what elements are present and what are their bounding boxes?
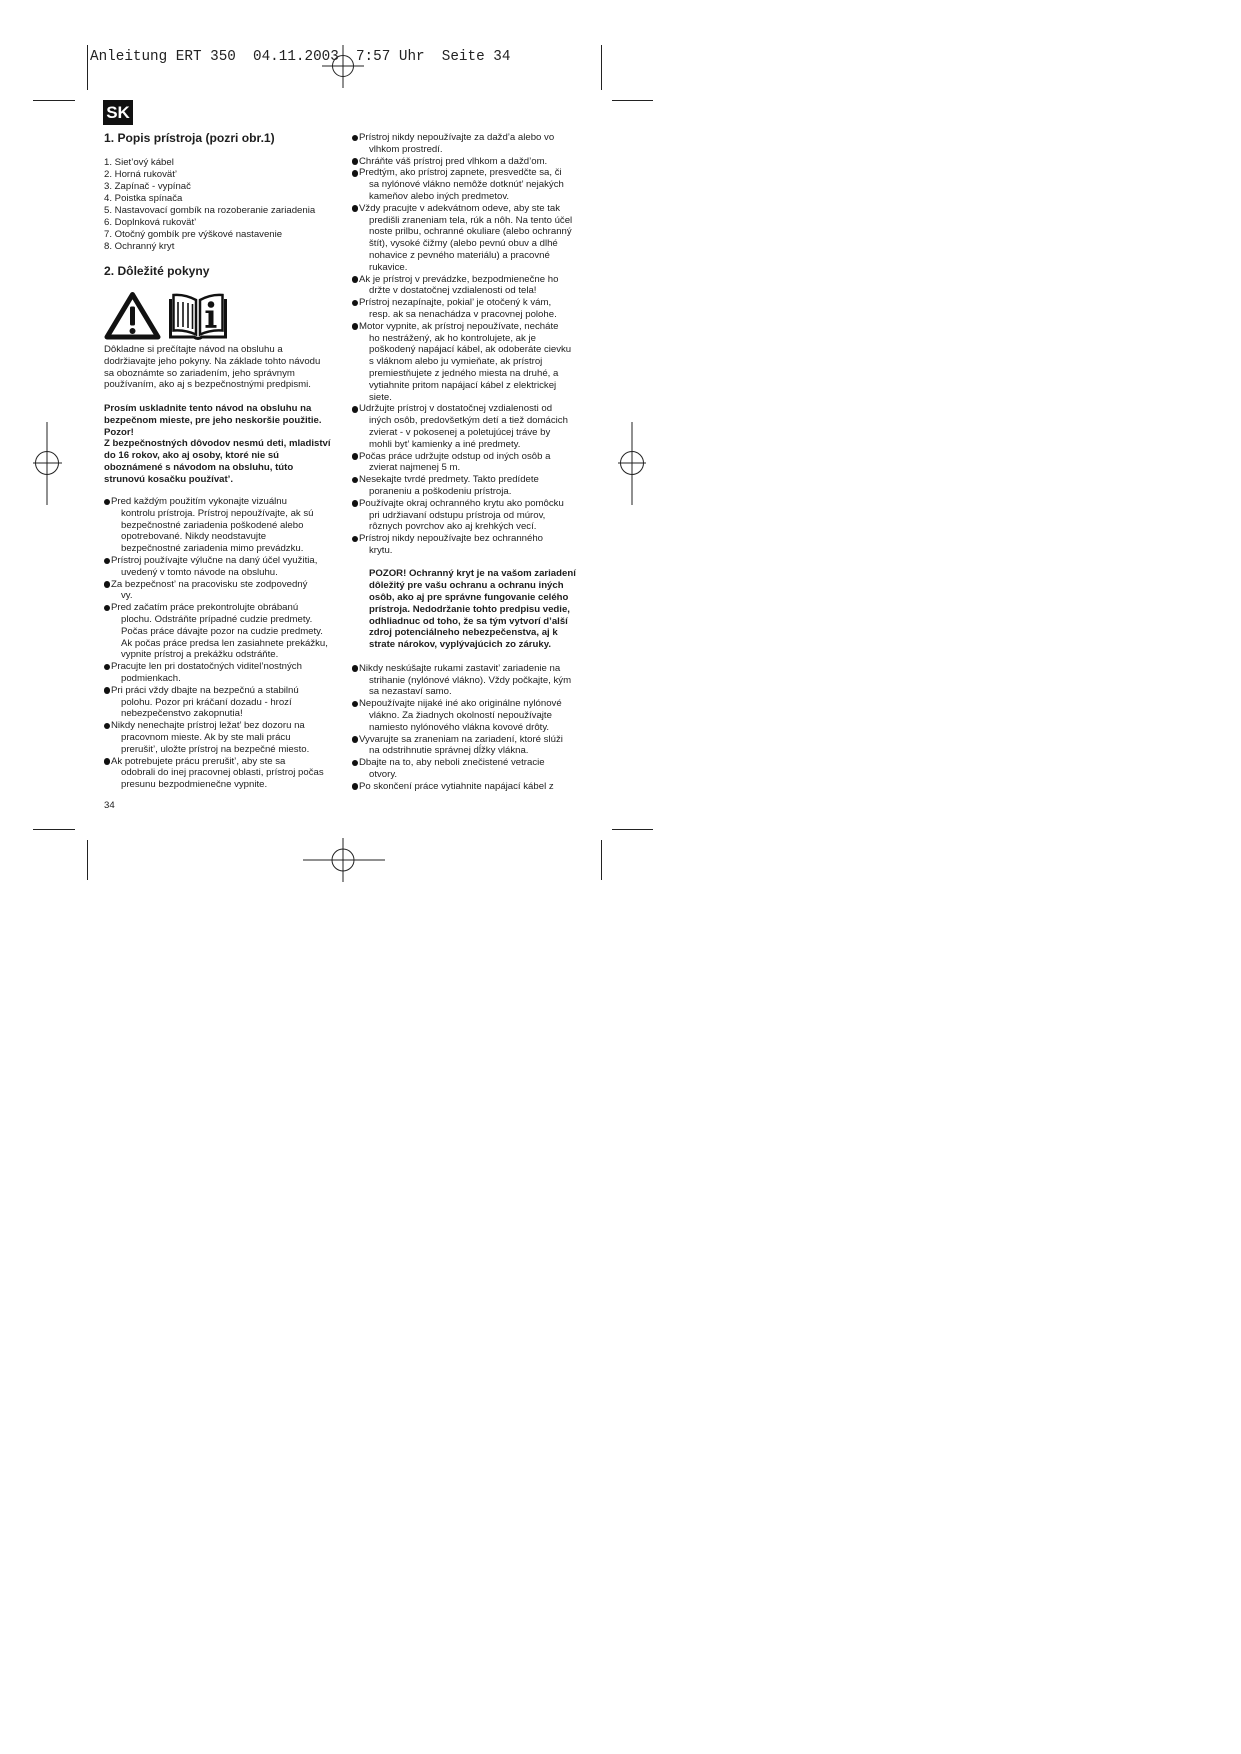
bullet-icon <box>352 783 359 790</box>
text-line: zdroj potenciálneho nebezpečenstva, aj k <box>369 627 558 639</box>
text-line: Pred začatím práce prekontrolujte obrábanú <box>111 602 299 614</box>
text-line: používaním, ako aj s bezpečnostnými predpismi. <box>104 379 311 391</box>
text-line: oboznámené s návodom na obsluhu, túto <box>104 461 294 473</box>
text-line: strate nárokov, vyplývajúcich zo záruky. <box>369 639 551 651</box>
text-line: Prístroj používajte výlučne na daný účel využitia, <box>111 554 318 566</box>
bullet-icon <box>352 158 359 165</box>
text-line: Nikdy nenechajte prístroj ležat’ bez dozoru na <box>111 720 305 732</box>
text-line: bezpečnom mieste, pre jeho neskoršie použitie. <box>104 414 322 426</box>
bullet-item <box>351 663 576 698</box>
text-line: Motor vypnite, ak prístroj nepoužívate, necháte <box>359 320 559 332</box>
text-line: Nikdy neskúšajte rukami zastavit’ zariadenie na <box>359 662 561 674</box>
right-bullet-list-bottom <box>351 663 576 793</box>
text-line: prerušit’, uložte prístroj na bezpečné miesto. <box>121 743 310 755</box>
text-line: Dôkladne si prečítajte návod na obsluhu a <box>104 344 283 355</box>
bullet-item <box>351 167 576 202</box>
text-line: Z bezpečnostných dôvodov nesmú deti, mladiství <box>104 438 331 450</box>
text-line: na odstrihnutie správnej dĺžky vlákna. <box>369 745 529 757</box>
text-line: Ak je prístroj v prevádzke, bezpodmienečne ho <box>359 273 559 285</box>
text-line: Prístroj nikdy nepoužívajte bez ochranného <box>359 533 543 545</box>
safety-notice <box>104 403 331 486</box>
bullet-item <box>351 698 576 733</box>
text-line: bezpečnostné zariadenia mimo prevádzku. <box>121 543 304 555</box>
text-line: osôb, ako aj pre správne fungovanie celého <box>369 592 569 604</box>
text-line: poškodený napájací kábel, ak odoberáte cievku <box>369 344 572 356</box>
bullet-item <box>351 474 576 498</box>
text-line: iných osôb, predovšetkým detí a tiež domácich <box>369 415 568 427</box>
bullet-item <box>103 496 328 555</box>
warranty-notice <box>369 568 576 651</box>
intro-paragraph <box>104 344 320 391</box>
text-line: odhliadnuc od toho, že sa tým vytvorí d’alší <box>369 615 568 627</box>
text-line: vypnite prístroj a prekážku odstráňte. <box>121 649 279 661</box>
bullet-icon <box>352 135 359 142</box>
text-line: pracovnom mieste. Ak by ste mali prácu <box>121 731 291 743</box>
text-line: Používajte okraj ochranného krytu ako pomôcku <box>359 497 564 509</box>
bullet-icon <box>352 701 359 708</box>
bullet-icon <box>352 536 359 543</box>
text-line: nebezpečenstvo zakopnutia! <box>121 708 243 720</box>
text-line: nohavice z pevného materiálu) a pracovné <box>369 249 550 261</box>
bullet-icon <box>352 453 359 460</box>
text-line: Nepoužívajte nijaké iné ako originálne nylónové <box>359 698 562 710</box>
bullet-icon <box>104 581 111 588</box>
text-line: kontrolu prístroja. Prístroj nepoužívajte, ak sú <box>121 507 314 519</box>
text-line: držte v dostatočnej vzdialenosti od tela! <box>369 285 537 297</box>
warning-triangle-icon <box>104 291 161 346</box>
text-line: s vláknom alebo ju vymieňate, ak prístroj <box>369 356 543 368</box>
text-line: poraneniu a poškodeniu prístroja. <box>369 485 512 497</box>
page-number: 34 <box>104 800 115 811</box>
bullet-item <box>351 132 576 156</box>
component-list-item: 4. Poistka spínača <box>104 193 183 204</box>
bullet-item <box>351 451 576 475</box>
bullet-icon <box>352 665 359 672</box>
bullet-item <box>351 757 576 781</box>
text-line: bezpečnostné zariadenia poškodené alebo <box>121 519 304 531</box>
text-line: POZOR! Ochranný kryt je na vašom zariadení <box>369 568 576 580</box>
component-list-item: 7. Otočný gombík pre výškové nastavenie <box>104 229 283 240</box>
bullet-icon <box>352 406 359 413</box>
bullet-item <box>351 203 576 274</box>
text-line: dodržiavajte jeho pokyny. Na základe tohto návodu <box>104 355 321 367</box>
bullet-item <box>351 734 576 758</box>
crop-mark-bottom-left <box>33 830 88 881</box>
component-list-item: 2. Horná rukovät’ <box>104 169 178 180</box>
text-line: zvierat - v pokosenej a poletujúcej tráve by <box>369 426 551 438</box>
text-line: sa nylónové vlákno nemôže dotknút’ nejakých <box>369 179 564 191</box>
bullet-icon <box>352 323 359 330</box>
component-list-item: 1. Siet’ový kábel <box>104 157 174 168</box>
text-line: predišli zraneniam tela, rúk a nôh. Na tento účel <box>369 214 573 226</box>
registration-mark-bottom <box>303 838 385 882</box>
text-line: pri udržiavaní odstupu prístroja od múrov, <box>369 509 546 521</box>
text-line: vlákno. Za žiadnych okolností nepoužívajte <box>369 710 552 722</box>
bullet-item <box>351 533 576 557</box>
component-list-item: 8. Ochranný kryt <box>104 241 175 252</box>
bullet-item <box>351 156 576 168</box>
text-line: vytiahnite pritom napájací kábel z elektrickej <box>369 379 557 391</box>
text-line: rukavice. <box>369 261 408 273</box>
text-line: Prosím uskladnite tento návod na obsluhu na <box>104 403 312 414</box>
bullet-icon <box>352 500 359 507</box>
text-line: resp. ak sa nenachádza v pracovnej polohe. <box>369 308 557 320</box>
text-line: Za bezpečnost’ na pracovisku ste zodpovedný <box>111 578 308 590</box>
text-line: vy. <box>121 590 133 602</box>
text-line: do 16 rokov, ako aj osoby, ktoré nie sú <box>104 450 280 462</box>
right-column <box>351 132 576 793</box>
bullet-icon <box>104 605 111 612</box>
registration-mark-right <box>618 422 646 505</box>
bullet-icon <box>104 758 111 765</box>
text-line: uvedený v tomto návode na obsluhu. <box>121 566 278 578</box>
section-2-title: 2. Dôležité pokyny <box>104 264 210 278</box>
text-line: rôznych povrchov ako aj krehkých vecí. <box>369 521 537 533</box>
text-line: Ak potrebujete prácu prerušit’, aby ste sa <box>111 755 286 767</box>
text-line: dôležitý pre vašu ochranu a ochranu iných <box>369 580 564 592</box>
component-list-item: 5. Nastavovací gombík na rozoberanie zariadenia <box>104 205 316 216</box>
text-line: Pozor! <box>104 426 134 438</box>
bullet-item <box>103 579 328 603</box>
registration-mark-left <box>33 422 62 505</box>
text-line: Počas práce udržujte odstup od iných osôb a <box>359 450 551 462</box>
bullet-icon <box>104 723 111 730</box>
bullet-icon <box>352 205 359 212</box>
text-line: namiesto nylónového vlákna kovové drôty. <box>369 721 550 733</box>
component-list-item: 3. Zapínač - vypínač <box>104 181 191 192</box>
text-line: Chráňte váš prístroj pred vlhkom a dažd’om. <box>359 155 548 167</box>
bullet-item <box>351 274 576 298</box>
text-line: prístroja. Nedodržanie tohto predpisu vedie, <box>369 603 570 615</box>
text-line: Pred každým použitím vykonajte vizuálnu <box>111 496 287 507</box>
text-line: Nesekajte tvrdé predmety. Takto predídete <box>359 474 539 486</box>
text-line: ho nestrážený, ak ho kontrolujete, ak je <box>369 332 536 344</box>
text-line: podmienkach. <box>121 672 181 684</box>
bullet-item <box>351 321 576 404</box>
text-line: Predtým, ako prístroj zapnete, presvedčte sa, či <box>359 167 562 179</box>
text-line: Dbajte na to, aby neboli znečistené vetracie <box>359 757 545 769</box>
bullet-item <box>103 555 328 579</box>
bullet-icon <box>352 477 359 484</box>
text-line: otvory. <box>369 769 398 781</box>
text-line: siete. <box>369 391 392 403</box>
text-line: strunovú kosačku používat’. <box>104 473 234 485</box>
text-line: Ak počas práce predsa len zasiahnete prekážku, <box>121 637 328 649</box>
bullet-item <box>103 602 328 661</box>
bullet-item <box>351 781 576 793</box>
text-line: Pracujte len pri dostatočných viditel’nostných <box>111 661 302 673</box>
bullet-icon <box>352 170 359 177</box>
bullet-icon <box>352 760 359 767</box>
bullet-item <box>103 720 328 755</box>
text-line: odobrali do inej pracovnej oblasti, prístroj počas <box>121 767 324 779</box>
text-line: polohu. Pozor pri kráčaní dozadu - hrozí <box>121 696 292 708</box>
text-line: Prístroj nezapínajte, pokial’ je otočený k vám, <box>359 297 552 309</box>
text-line: sa oboznámte so zariadením, jeho správnym <box>104 367 295 379</box>
component-list-item: 6. Doplnková rukovät’ <box>104 217 197 228</box>
bullet-item <box>103 661 328 685</box>
bullet-item <box>103 685 328 720</box>
crop-mark-bottom-right <box>602 830 654 881</box>
text-line: plochu. Odstráňte prípadné cudzie predmety. <box>121 613 313 625</box>
component-list <box>104 157 315 253</box>
bullet-icon <box>352 736 359 743</box>
left-bullet-list <box>103 496 328 791</box>
text-line: opotrebované. Nikdy neodstavujte <box>121 531 267 543</box>
text-line: sa nezastaví samo. <box>369 686 452 698</box>
bullet-item <box>103 756 328 791</box>
crop-mark-top-left <box>33 45 88 101</box>
text-line: premiestňujete z jedného miesta na druhé, a <box>369 367 559 379</box>
print-slug-header: Anleitung ERT 350 04.11.2003 7:57 Uhr Seite 34 <box>90 49 511 65</box>
text-line: Počas práce dávajte pozor na cudzie predmety. <box>121 625 323 637</box>
text-line: Prístroj nikdy nepoužívajte za dažd’a alebo vo <box>359 132 555 143</box>
text-line: Pri práci vždy dbajte na bezpečnú a stabilnú <box>111 684 299 696</box>
crop-mark-top-right <box>602 45 654 101</box>
text-line: vlhkom prostredí. <box>369 143 443 155</box>
text-line: Udržujte prístroj v dostatočnej vzdialenosti od <box>359 403 553 415</box>
bullet-icon <box>104 558 111 565</box>
text-line: zvierat najmenej 5 m. <box>369 462 461 474</box>
bullet-icon <box>352 276 359 283</box>
text-line: Vyvarujte sa zraneniam na zariadení, ktoré slúži <box>359 733 563 745</box>
right-bullet-list-top <box>351 132 576 557</box>
text-line: štít), vysoké čižmy (alebo pevnú obuv a dlhé <box>369 238 558 250</box>
bullet-icon <box>104 687 111 694</box>
text-line: noste prilbu, ochranné okuliare (alebo ochranný <box>369 226 572 238</box>
text-line: mohli byt’ kamienky a iné predmety. <box>369 438 521 450</box>
text-line: presunu bezpodmienečne vypnite. <box>121 779 268 791</box>
bullet-item <box>351 403 576 450</box>
bullet-icon <box>104 664 111 671</box>
bullet-icon <box>104 499 111 506</box>
bullet-item <box>351 297 576 321</box>
language-badge: SK <box>103 100 133 125</box>
bullet-item <box>351 498 576 533</box>
text-line: kameňov alebo iných predmetov. <box>369 190 510 202</box>
read-manual-icon <box>168 291 228 346</box>
section-1-title: 1. Popis prístroja (pozri obr.1) <box>104 131 275 145</box>
text-line: strihanie (nylónové vlákno). Vždy počkajte, kým <box>369 674 572 686</box>
text-line: Po skončení práce vytiahnite napájací kábel z <box>359 780 554 792</box>
bullet-icon <box>352 300 359 307</box>
text-line: krytu. <box>369 544 393 556</box>
text-line: Vždy pracujte v adekvátnom odeve, aby ste tak <box>359 202 561 214</box>
